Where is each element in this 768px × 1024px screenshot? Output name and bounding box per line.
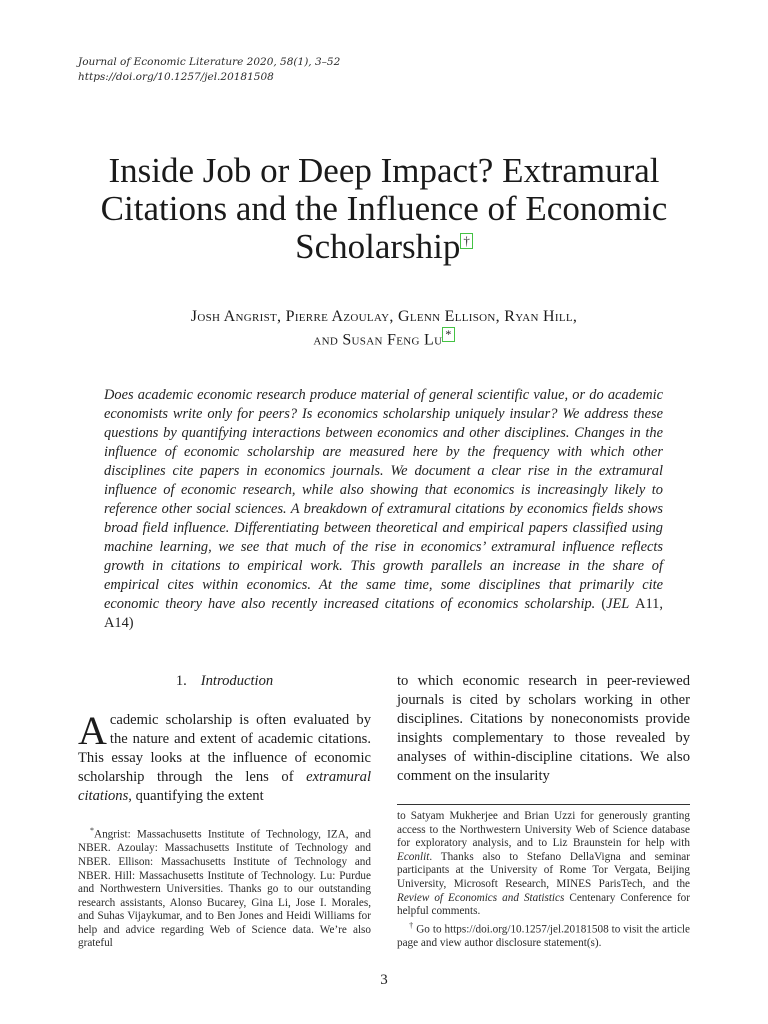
title-footnote-link[interactable]: † — [460, 233, 473, 249]
ack-econlit: Econlit — [397, 850, 430, 863]
page-number: 3 — [380, 972, 388, 988]
dagger-mark: † — [409, 920, 414, 930]
right-column — [397, 672, 690, 786]
jel-label: JEL — [606, 596, 630, 612]
intro-paragraph — [78, 708, 371, 806]
section-name: Introduction — [200, 673, 274, 689]
abstract — [104, 386, 663, 633]
author-footnote — [78, 824, 371, 951]
authors-line-2: and Susan Feng Lu — [313, 331, 443, 349]
right-column-text: to which economic research in peer-reviewed journals is cited by scholars working in other disciplines. Citations by noneconomists provide insights complementary to those revealed by analyses of within-discipline citations. We also comment on the insularity — [397, 673, 690, 784]
footnote-divider — [397, 804, 690, 805]
acknowledgement-footnote — [397, 810, 690, 951]
author-footnote-link[interactable]: * — [442, 327, 454, 342]
journal-header — [78, 55, 340, 85]
abstract-text: Does academic economic research produce material of general scientific value, or do academic economists write only for peers? Is economics scholarship uniquely insular? We address these questions by quantifying interactions between economics and other disciplines. Changes in the influence of economic scholarship are measured here by the frequency with which other disciplines cite papers in economics journals. We document a clear rise in the extramural influence of economic research, while also showing that economics is increasingly likely to reference other social sciences. A breakdown of extramural citations by economics fields shows broad field influence. Differentiating between theoretical and empirical papers classified using machine learning, we see that much of the rise in economics’ extramural influence reflects growth in citations to empirical work. This growth parallels an increase in the share of empirical cites within economics. At the same time, some disciplines that primarily cite economic theory have also recently increased citations of economics scholarship. — [104, 387, 663, 612]
journal-citation: Journal of Economic Literature 2020, 58(1), 3–52 — [78, 56, 341, 68]
section-number: 1. — [175, 673, 187, 689]
dagger-footnote — [397, 919, 690, 951]
author-list — [70, 306, 698, 350]
left-column — [78, 672, 371, 806]
intro-text-1: cademic scholarship is often evaluated by the nature and extent of academic citations. This essay looks at the influence of economic scholarship through the lens of — [78, 712, 371, 785]
jel-open: ( — [601, 596, 607, 612]
author-footnote-mark: * — [90, 826, 94, 835]
intro-text-2: , quantifying the extent — [128, 788, 264, 804]
ack-review-title: Review of Economics and Statistics — [397, 891, 565, 904]
intro-italic-term: extramural citations — [78, 769, 371, 804]
ack-text-2: . Thanks also to Stefano DellaVigna and seminar participants at the University of Rome Tor Vergata, Beijing University, Microsoft Research, MINES ParisTech, and the — [397, 850, 690, 890]
jel-codes: A11, A14) — [104, 596, 663, 631]
paper-title — [50, 152, 718, 266]
dagger-text[interactable]: Go to https://doi.org/10.1257/jel.20181508 to visit the article page and view author disclosure statement(s). — [397, 923, 690, 950]
title-text: Inside Job or Deep Impact? Extramural Citations and the Influence of Economic Scholarship — [100, 151, 668, 266]
drop-cap: A — [78, 708, 107, 753]
doi-link[interactable]: https://doi.org/10.1257/jel.20181508 — [78, 71, 274, 83]
authors-line-1: Josh Angrist, Pierre Azoulay, Glenn Ellison, Ryan Hill, — [190, 308, 578, 325]
author-footnote-text: Angrist: Massachusetts Institute of Technology, IZA, and NBER. Azoulay: Massachusetts Institute of Technology and NBER. Ellison: Massachusetts Institute of Technology and NBER. Hill: Massachusetts Institute of Technology. Lu: Purdue and Northwestern Universities. Thanks go to our outstanding research assistants, Alonso Bucarey, Gina Li, Jose I. Morales, and Suhas Vijaykumar, and to Ben Jones and Heidi Williams for help and advice regarding Web of Science data. We’re also grateful — [78, 828, 371, 950]
section-heading — [78, 672, 371, 691]
ack-text-3: Centenary Conference for helpful comments. — [397, 891, 690, 918]
ack-text-1: to Satyam Mukherjee and Brian Uzzi for generously granting access to the Northwestern University Web of Science database for exploratory analysis, and to Liz Braunstein for help with — [397, 810, 690, 850]
